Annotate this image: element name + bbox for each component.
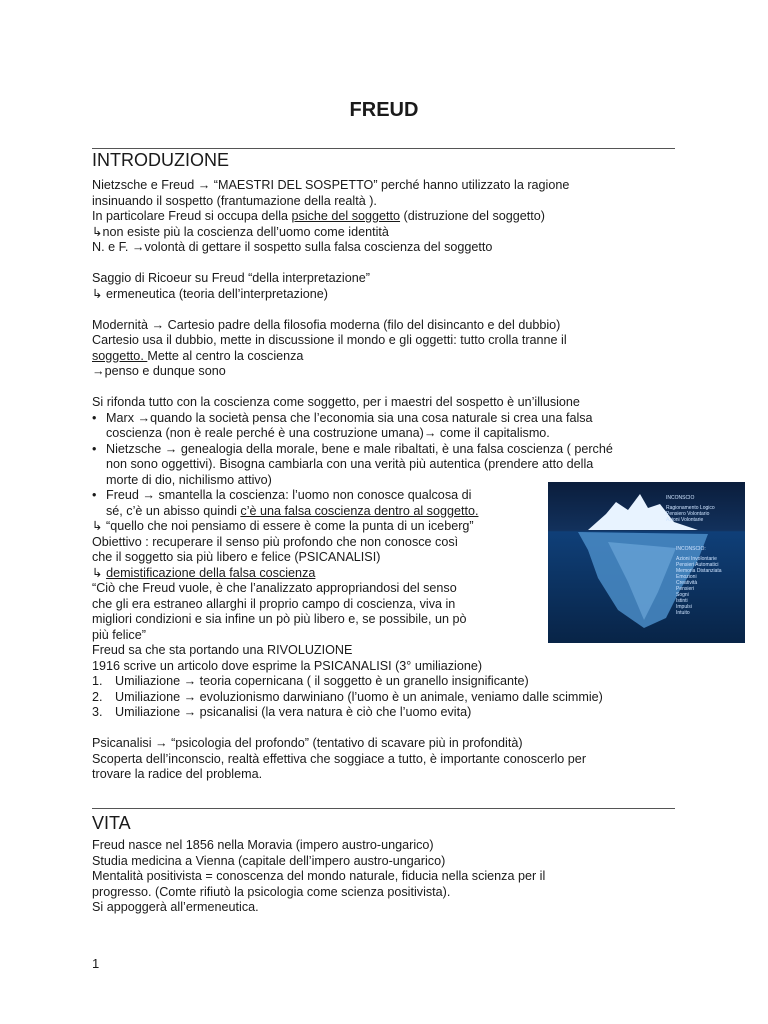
underlined-phrase: c’è una falsa coscienza dentro al soggetto.: [240, 503, 479, 518]
bullet-icon: •: [92, 410, 97, 425]
text-line: Scoperta dell’inconscio, realtà effettiva che soggiace a tutto, è importante conoscerlo per: [92, 751, 587, 766]
section-heading-vita: VITA: [92, 813, 131, 833]
bullet-icon: •: [92, 488, 97, 502]
text-line: Freud sa che sta portando una RIVOLUZIONE: [92, 643, 353, 657]
numbered-item: 2. Umiliazione → evoluzionismo darwiniano (l’uomo è un animale, veniamo dalle scimmie): [92, 689, 603, 704]
text-line: Psicanalisi → “psicologia del profondo” (tentativo di scavare più in profondità): [92, 736, 523, 750]
text-line: 1916 scrive un articolo dove esprime la PSICANALISI (3° umiliazione): [92, 658, 483, 673]
text-line: ↳ demistificazione della falsa coscienza: [92, 565, 316, 580]
page-number: 1: [92, 956, 100, 971]
text-line: In particolare Freud si occupa della psiche del soggetto (distruzione del soggetto): [92, 209, 545, 223]
vita-body: [92, 838, 692, 916]
section-divider: [92, 808, 675, 809]
underlined-phrase: psiche del soggetto: [291, 209, 401, 223]
bullet-item-nietzsche: • Nietzsche → genealogia della morale, bene e male ribaltati, è una falsa coscienza ( perché non sono oggettivi). Bisogna cambiarla con una verità più autentica (prendere atto della morte di dio, nichilismo attivo): [92, 441, 613, 487]
text-line: ↳ ermeneutica (teoria dell’interpretazione): [92, 286, 328, 301]
underlined-phrase: soggetto.: [92, 348, 148, 363]
numbered-item: 3. Umiliazione → psicanalisi (la vera natura è ciò che l’uomo evita): [92, 705, 472, 719]
text-line: Saggio di Ricoeur su Freud “della interpretazione”: [92, 271, 370, 285]
iceberg-top-label: INCONSCIO: [666, 495, 695, 501]
text-line: più felice”: [92, 627, 146, 642]
text-line: Modernità → Cartesio padre della filosofia moderna (filo del disincanto e del dubbio): [92, 317, 561, 332]
text-line: trovare la radice del problema.: [92, 767, 263, 781]
text-line: Freud nasce nel 1856 nella Moravia (impero austro-ungarico): [92, 838, 434, 852]
iceberg-bottom-label: INCONSCIO:: [676, 546, 706, 552]
bullet-icon: •: [92, 441, 97, 456]
text-line: Si rifonda tutto con la coscienza come soggetto, per i maestri del sospetto è un’illusione: [92, 395, 580, 409]
text-line: ↳ “quello che noi pensiamo di essere è come la punta di un iceberg”: [92, 519, 474, 533]
text-line: insinuando il sospetto (frantumazione della realtà ).: [92, 193, 377, 208]
text-line: “Ciò che Freud vuole, è che l’analizzato appropriandosi del senso: [92, 581, 457, 595]
text-line: progresso. (Comte rifiutò la psicologia come scienza positivista).: [92, 884, 451, 899]
bullet-item-freud: • Freud → smantella la coscienza: l’uomo non conosce qualcosa di sé, c’è un abisso quindi c’è una falsa coscienza dentro al soggetto.: [92, 488, 479, 518]
text-line: ↳non esiste più la coscienza dell’uomo come identità: [92, 224, 389, 239]
section-divider: [92, 148, 675, 149]
underlined-phrase: demistificazione della falsa coscienza: [106, 565, 316, 580]
numbered-item: 1. Umiliazione → teoria copernicana ( il soggetto è un granello insignificante): [92, 674, 529, 688]
text-line: Si appoggerà all’ermeneutica.: [92, 900, 259, 914]
text-line: Cartesio usa il dubbio, mette in discussione il mondo e gli oggetti: tutto crolla tranne il: [92, 333, 567, 347]
section-heading-introduzione: INTRODUZIONE: [92, 150, 229, 170]
text-line: soggetto. Mette al centro la coscienza: [92, 348, 304, 363]
text-line: Obiettivo : recuperare il senso più profondo che non conosce così: [92, 534, 459, 549]
text-line: che il soggetto sia più libero e felice (PSICANALISI): [92, 550, 381, 564]
text-line: Mentalità positivista = conoscenza del mondo naturale, fiducia nella scienza per il: [92, 869, 546, 883]
text-line: →penso e dunque sono: [92, 364, 226, 378]
iceberg-image: INCONSCIO Ragionamento Logico Pensiero Volontario Azioni Volontarie INCONSCIO: Azioni Involontarie Pensieri Automatici Memoria Distanziata Emozioni Creatività Pensieri Sogni Istinti Impulsi Intuito: [548, 482, 745, 643]
document-title: FREUD: [349, 99, 419, 121]
bullet-item-marx: • Marx →quando la società pensa che l’economia sia una cosa naturale si crea una falsa coscienza (non è reale perché è una costruzione umana)→ come il capitalismo.: [92, 410, 593, 440]
text-line: N. e F. →volontà di gettare il sospetto sulla falsa coscienza del soggetto: [92, 240, 493, 254]
text-line: Studia medicina a Vienna (capitale dell’impero austro-ungarico): [92, 853, 446, 868]
text-line: migliori condizioni e sia infine un pò più libero e, se possibile, un pò: [92, 612, 467, 626]
text-line: Nietzsche e Freud → “MAESTRI DEL SOSPETTO” perché hanno utilizzato la ragione: [92, 178, 570, 192]
text-line: che gli era estraneo allarghi il proprio campo di coscienza, viva in: [92, 596, 456, 611]
